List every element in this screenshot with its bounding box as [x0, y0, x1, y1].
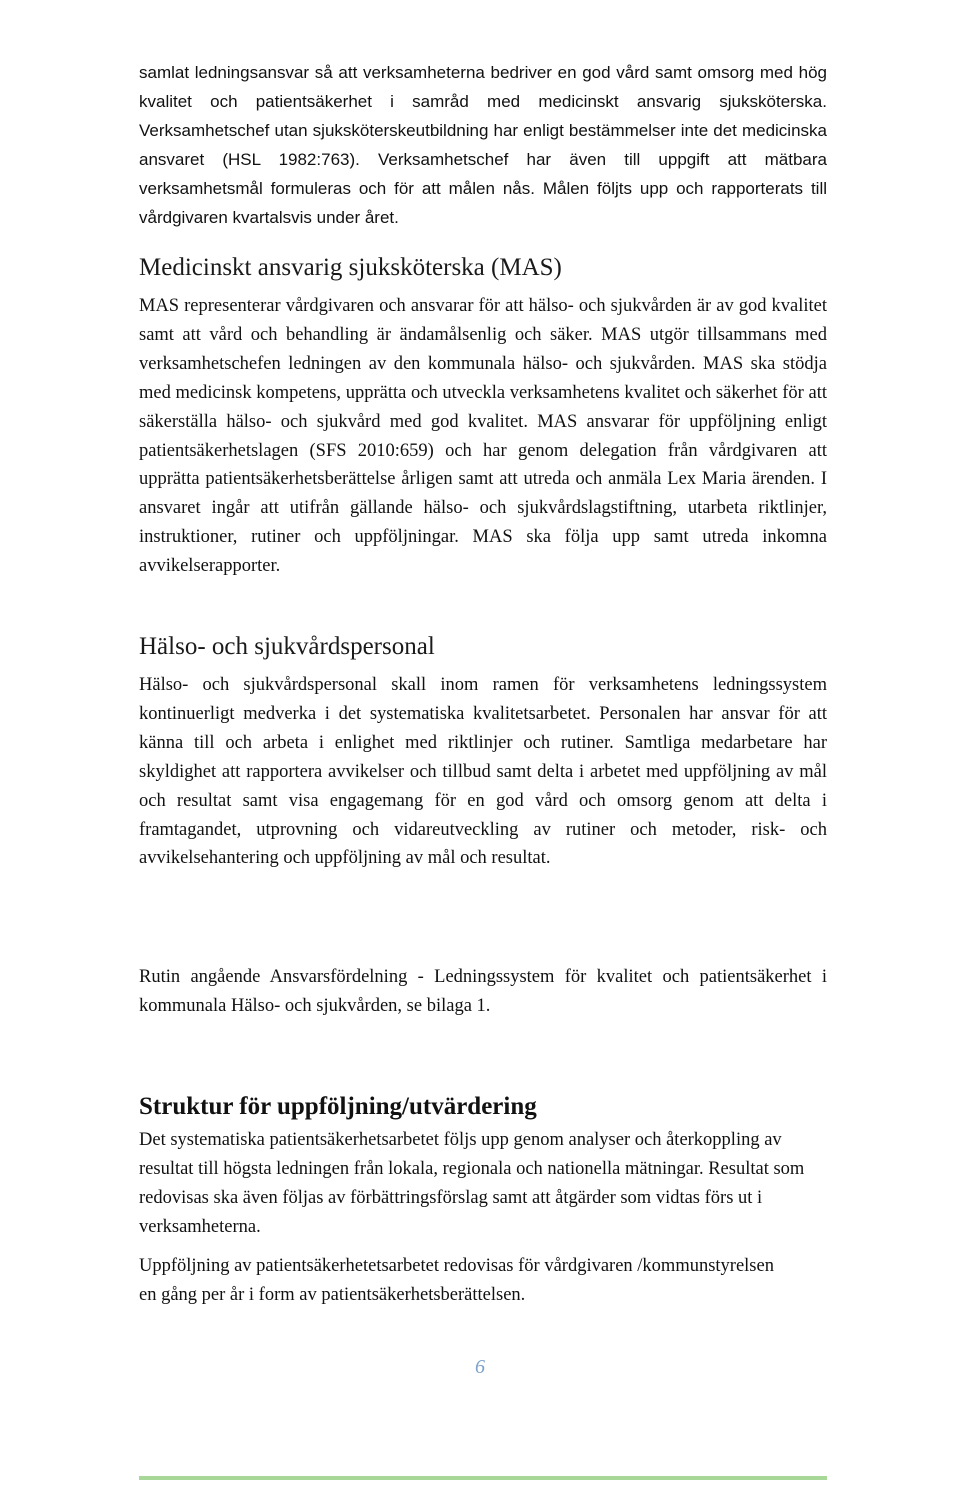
section-heading-structure: Struktur för uppföljning/utvärdering — [139, 1093, 537, 1120]
routine-note: Rutin angående Ansvarsfördelning - Ledningssystem för kvalitet och patientsäkerhet i kommunala Hälso- och sjukvården, se bilaga 1. — [139, 967, 827, 1016]
section-heading-personal: Hälso- och sjukvårdspersonal — [139, 633, 435, 660]
section-heading-mas: Medicinskt ansvarig sjuksköterska (MAS) — [139, 254, 562, 281]
footer-rule — [139, 1476, 827, 1480]
intro-paragraph: samlat ledningsansvar så att verksamheterna bedriver en god vård samt omsorg med hög kvalitet och patientsäkerhet i samråd med medicinskt ansvarig sjuksköterska. Verksamhetschef utan sjuksköterskeutbildning har enligt bestämmelser inte det medicinska ansvaret (HSL 1982:763). Verksamhetschef har även till uppgift att mätbara verksamhetsmål formuleras och för att målen nås. Målen följts upp och rapporterats till vårdgivaren kvartalsvis under året. — [139, 63, 827, 227]
page-number: 6 — [475, 1356, 485, 1378]
structure-paragraph-1: Det systematiska patientsäkerhetsarbetet följs upp genom analyser och återkoppling av resultat till högsta ledningen från lokala, regionala och nationella mätningar. Resultat som redovisas ska även följas av förbättringsförslag samt att åtgärder som vidtas förs ut i verksamheterna. — [139, 1130, 805, 1237]
section-body-mas: MAS representerar vårdgivaren och ansvarar för att hälso- och sjukvården är av god kvalitet samt att vård och behandling är ändamålsenlig och säker. MAS utgör tillsammans med verksamhetschefen ledningen av den kommunala hälso- och sjukvården. MAS ska stödja med medicinsk kompetens, upprätta och utveckla verksamhetens kvalitet och säkerhet för att säkerställa hälso- och sjukvård med god kvalitet. MAS ansvarar för uppföljning enligt patientsäkerhetslagen (SFS 2010:659) och har genom delegation från vårdgivaren att upprätta patientsäkerhetsberättelse årligen samt att utreda och anmäla Lex Maria ärenden. I ansvaret ingår att utifrån gällande hälso- och sjukvårdslagstiftning, utarbeta riktlinjer, instruktioner, rutiner och uppföljningar. MAS ska följa upp samt utreda inkomna avvikelserapporter. — [139, 296, 827, 577]
section-body-personal: Hälso- och sjukvårdspersonal skall inom ramen för verksamhetens ledningssystem kontinuerligt medverka i det systematiska kvalitetsarbetet. Personalen har ansvar för att känna till och arbeta i enlighet med riktlinjer och rutiner. Samtliga medarbetare har skyldighet att rapportera avvikelser och tillbud samt delta i arbetet med uppföljning av mål och resultat samt visa engagemang för en god vård och omsorg genom att delta i framtagandet, utprovning och vidareutveckling av rutiner och metoder, risk- och avvikelsehantering och uppföljning av mål och resultat. — [139, 675, 827, 869]
structure-paragraph-2: Uppföljning av patientsäkerhetetsarbetet redovisas för vårdgivaren /kommunstyrelsen en gång per år i form av patientsäkerhetsberättelsen. — [139, 1256, 774, 1305]
